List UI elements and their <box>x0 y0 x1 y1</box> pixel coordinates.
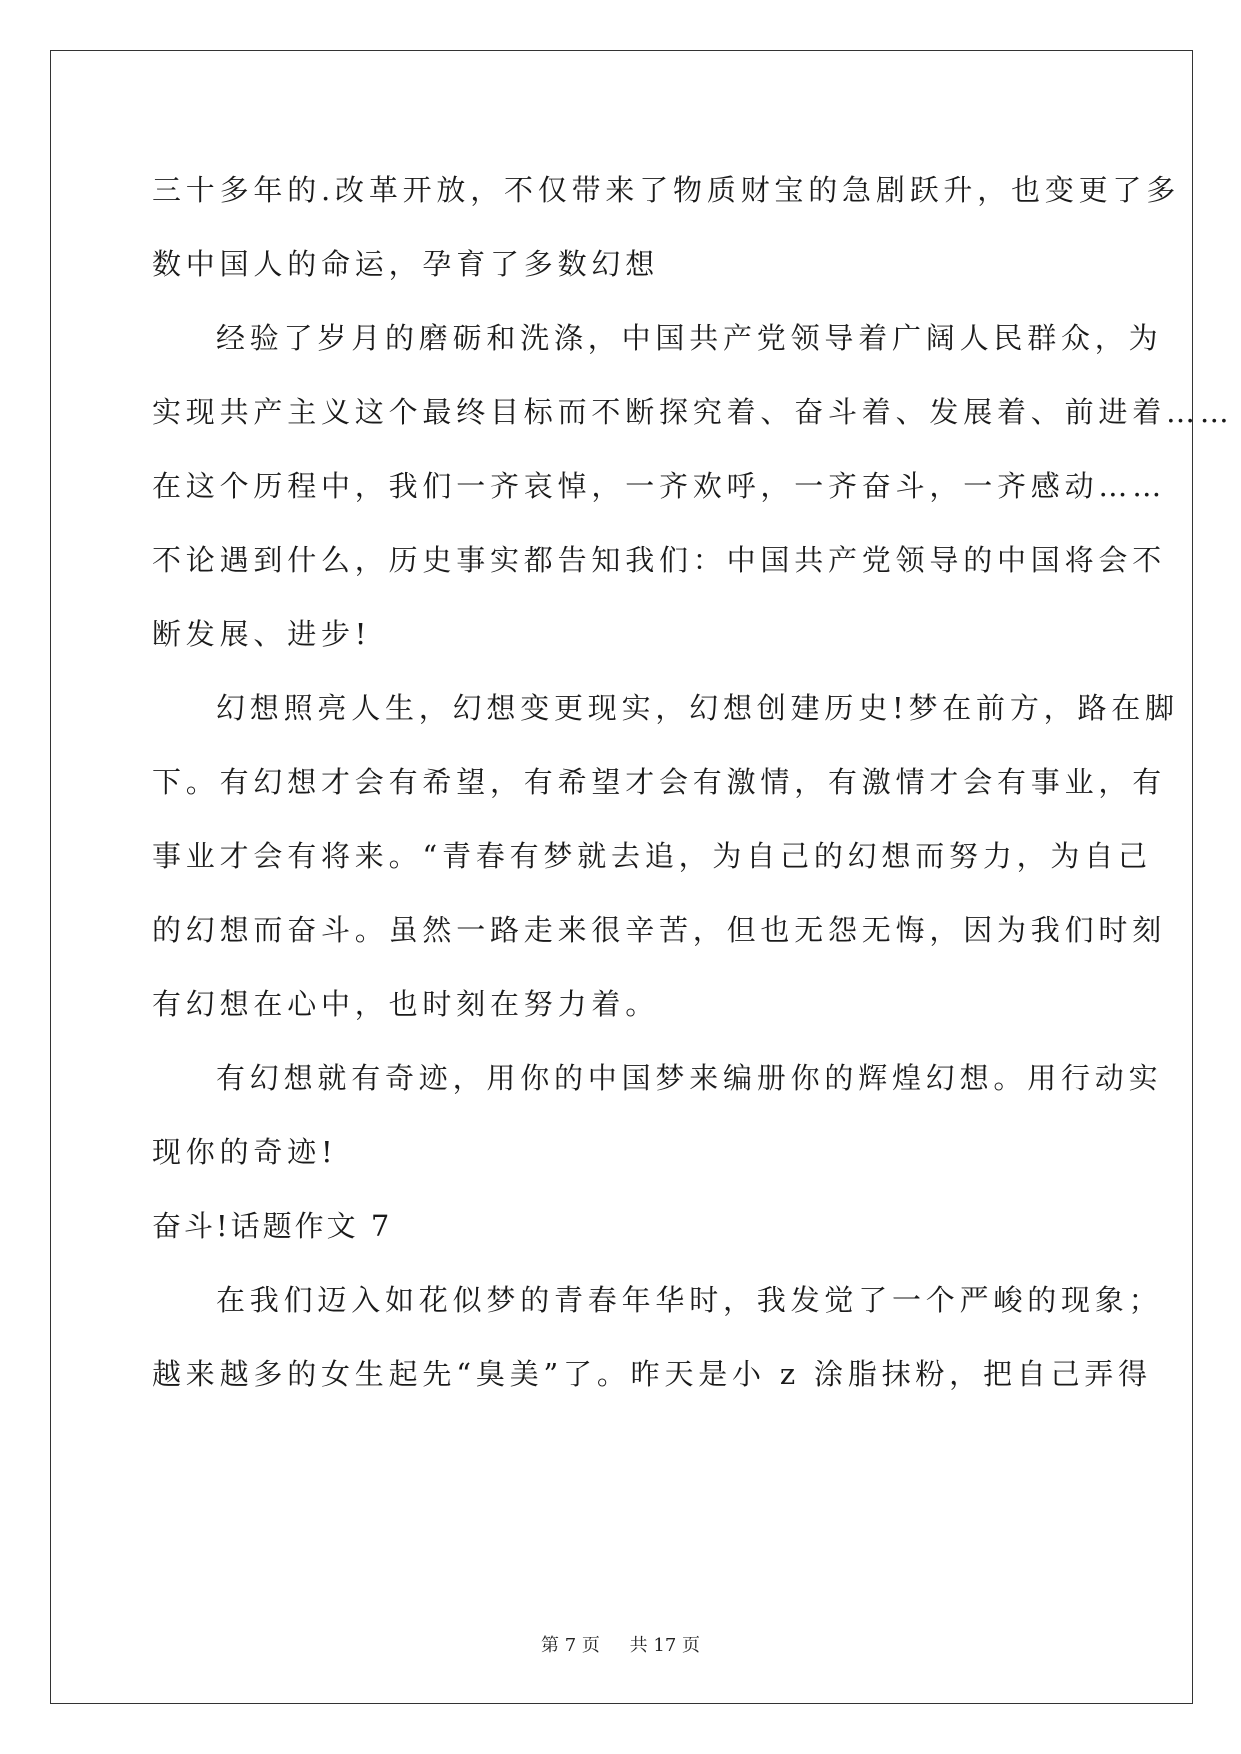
text-line: 幻想照亮人生，幻想变更现实，幻想创建历史!梦在前方，路在脚 <box>216 691 1179 725</box>
text-line: 越来越多的女生起先“臭美”了。昨天是小 z 涂脂抹粉，把自己弄得 <box>152 1357 1152 1391</box>
text-line: 在我们迈入如花似梦的青春年华时，我发觉了一个严峻的现象； <box>216 1283 1163 1317</box>
text-line: 的幻想而奋斗。虽然一路走来很辛苦，但也无怨无悔，因为我们时刻 <box>152 913 1167 947</box>
text-line: 现你的奇迹! <box>152 1135 338 1169</box>
page-total: 共 17 页 <box>629 1635 700 1656</box>
text-line: 不论遇到什么，历史事实都告知我们：中国共产党领导的中国将会不 <box>152 543 1167 577</box>
text-line: 实现共产主义这个最终目标而不断探究着、奋斗着、发展着、前进着…… <box>152 395 1234 429</box>
page-number: 第 7 页 <box>541 1635 600 1656</box>
text-line: 在这个历程中，我们一齐哀悼，一齐欢呼，一齐奋斗，一齐感动…… <box>152 469 1167 503</box>
text-line: 有幻想在心中，也时刻在努力着。 <box>152 987 660 1021</box>
text-line: 经验了岁月的磨砺和洗涤，中国共产党领导着广阔人民群众，为 <box>216 321 1163 355</box>
text-line: 下。有幻想才会有希望，有希望才会有激情，有激情才会有事业，有 <box>152 765 1167 799</box>
page-border <box>50 50 1234 1704</box>
page-footer <box>0 1631 1241 1657</box>
text-line: 三十多年的.改革开放，不仅带来了物质财宝的急剧跃升，也变更了多 <box>152 173 1181 207</box>
text-line: 断发展、进步! <box>152 617 372 651</box>
text-line: 数中国人的命运，孕育了多数幻想 <box>152 247 660 281</box>
text-line: 有幻想就有奇迹，用你的中国梦来编册你的辉煌幻想。用行动实 <box>216 1061 1163 1095</box>
section-heading: 奋斗!话题作文 7 <box>152 1209 393 1243</box>
text-line: 事业才会有将来。“青春有梦就去追，为自己的幻想而努力，为自己 <box>152 839 1152 873</box>
